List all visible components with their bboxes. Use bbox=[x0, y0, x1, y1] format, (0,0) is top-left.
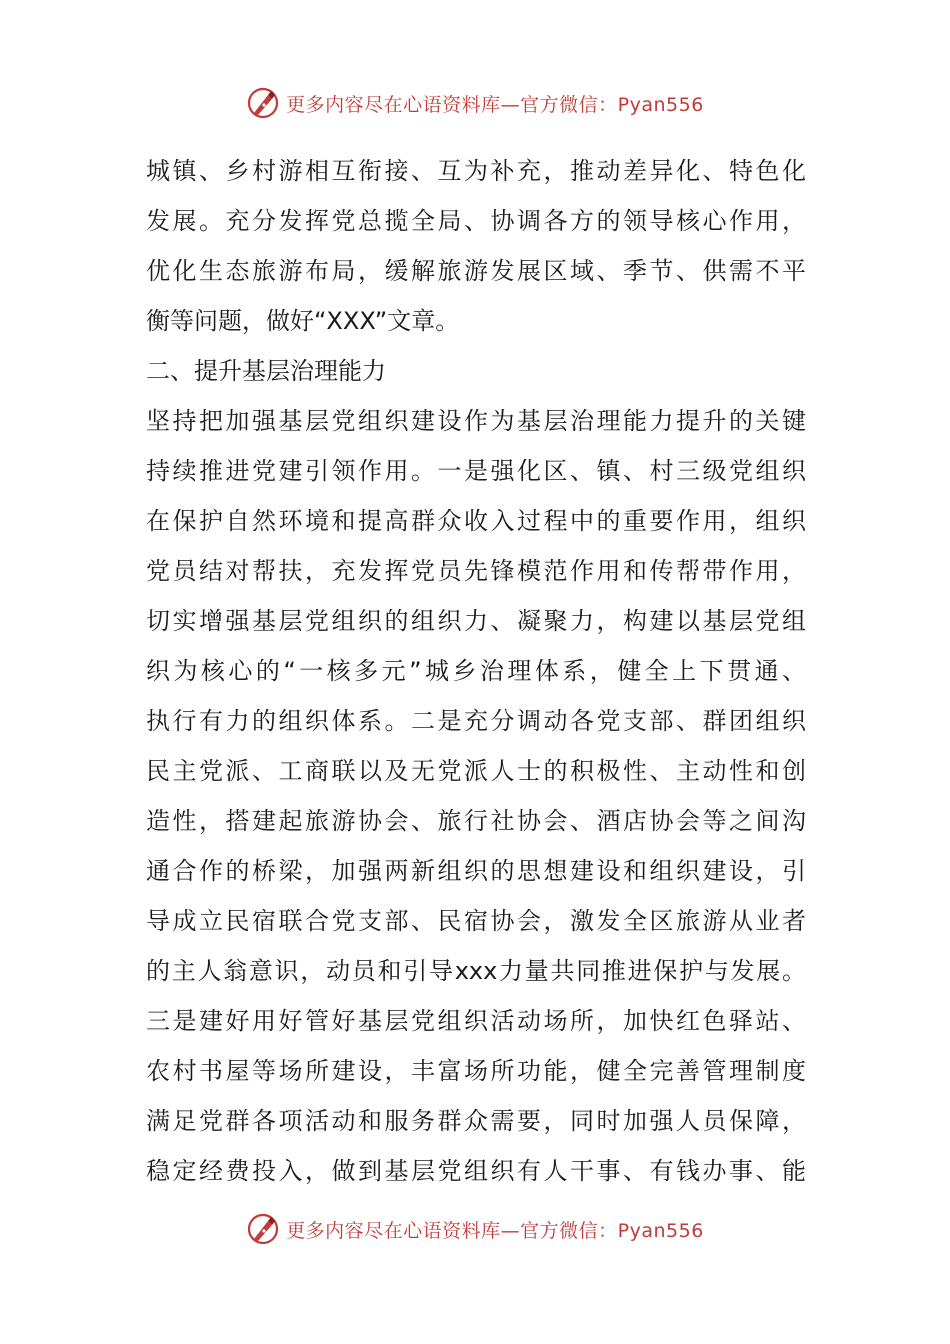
paragraph-line: 衡等问题，做好“XXX”文章。 bbox=[146, 307, 460, 335]
paragraph-line: 持续推进党建引领作用。一是强化区、镇、村三级党组织 bbox=[146, 457, 806, 485]
header-watermark-banner bbox=[0, 83, 950, 123]
paragraph-line: 织为核心的“一核多元”城乡治理体系，健全上下贯通、 bbox=[146, 657, 806, 685]
banner-text: 更多内容尽在心语资料库—官方微信：Pyan556 bbox=[286, 93, 704, 116]
document-body bbox=[146, 146, 806, 1196]
paragraph-line: 坚持把加强基层党组织建设作为基层治理能力提升的关键 bbox=[146, 407, 806, 435]
pen-nib-logo-icon bbox=[246, 86, 280, 120]
section-heading: 二、提升基层治理能力 bbox=[146, 357, 386, 385]
paragraph-line: 通合作的桥梁，加强两新组织的思想建设和组织建设，引 bbox=[146, 857, 806, 885]
paragraph-line: 城镇、乡村游相互衔接、互为补充，推动差异化、特色化 bbox=[146, 157, 806, 185]
paragraph-line: 民主党派、工商联以及无党派人士的积极性、主动性和创 bbox=[146, 757, 806, 785]
paragraph-line: 在保护自然环境和提高群众收入过程中的重要作用，组织 bbox=[146, 507, 806, 535]
paragraph-line: 的主人翁意识，动员和引导xxx力量共同推进保护与发展。 bbox=[146, 957, 806, 985]
paragraph-line: 三是建好用好管好基层党组织活动场所，加快红色驿站、 bbox=[146, 1007, 806, 1035]
paragraph-line: 发展。充分发挥党总揽全局、协调各方的领导核心作用， bbox=[146, 207, 806, 235]
paragraph-line: 党员结对帮扶，充发挥党员先锋模范作用和传帮带作用， bbox=[146, 557, 806, 585]
paragraph-line: 满足党群各项活动和服务群众需要，同时加强人员保障， bbox=[146, 1107, 806, 1135]
paragraph-line: 稳定经费投入，做到基层党组织有人干事、有钱办事、能 bbox=[146, 1157, 806, 1185]
paragraph-line: 切实增强基层党组织的组织力、凝聚力，构建以基层党组 bbox=[146, 607, 806, 635]
banner-text: 更多内容尽在心语资料库—官方微信：Pyan556 bbox=[286, 1219, 704, 1242]
paragraph-line: 导成立民宿联合党支部、民宿协会，激发全区旅游从业者 bbox=[146, 907, 806, 935]
paragraph-line: 执行有力的组织体系。二是充分调动各党支部、群团组织 bbox=[146, 707, 806, 735]
paragraph-line: 优化生态旅游布局，缓解旅游发展区域、季节、供需不平 bbox=[146, 257, 806, 285]
footer-watermark-banner bbox=[0, 1209, 950, 1249]
paragraph-line: 造性，搭建起旅游协会、旅行社协会、酒店协会等之间沟 bbox=[146, 807, 806, 835]
pen-nib-logo-icon bbox=[246, 1212, 280, 1246]
paragraph-line: 农村书屋等场所建设，丰富场所功能，健全完善管理制度 bbox=[146, 1057, 806, 1085]
